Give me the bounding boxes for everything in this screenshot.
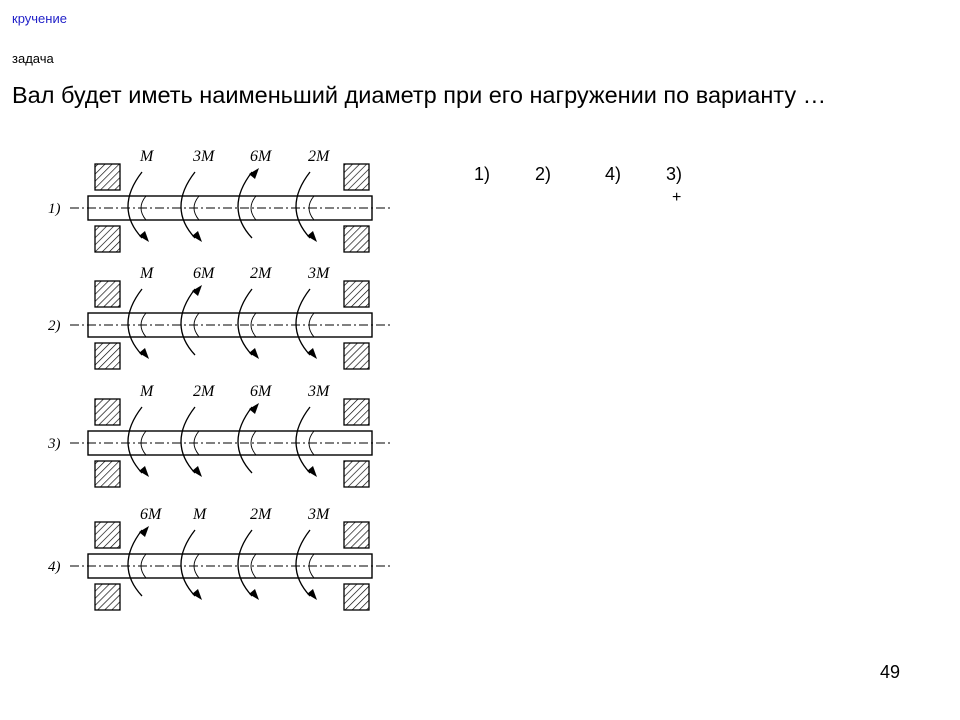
moment-arrowhead bbox=[139, 348, 149, 359]
moment-label: M bbox=[140, 383, 154, 400]
support-block bbox=[344, 343, 369, 369]
answer-option-1[interactable]: 1) bbox=[474, 164, 491, 184]
shaft-variant-3 bbox=[47, 383, 392, 487]
topic-title: кручение bbox=[12, 11, 67, 26]
moment-arrowhead bbox=[192, 589, 202, 600]
moment-label: 6M bbox=[193, 265, 215, 282]
moment-arrowhead bbox=[249, 403, 259, 414]
moment-arrowhead bbox=[249, 589, 259, 600]
moment-arrowhead bbox=[307, 348, 317, 359]
moment-label: 3M bbox=[193, 148, 215, 165]
support-block bbox=[95, 461, 120, 487]
moment-arrowhead bbox=[249, 348, 259, 359]
support-block bbox=[95, 522, 120, 548]
moment-arrowhead bbox=[192, 466, 202, 477]
moment-arrowhead bbox=[192, 231, 202, 242]
moment-label: M bbox=[140, 265, 154, 282]
moment-label: 6M bbox=[140, 506, 162, 523]
support-block bbox=[95, 399, 120, 425]
variant-label: 3) bbox=[48, 436, 61, 452]
answer-option-3[interactable]: 4) bbox=[605, 164, 622, 184]
moment-label: M bbox=[193, 506, 207, 523]
moment-label: 3M bbox=[308, 506, 330, 523]
moment-label: 2M bbox=[250, 506, 272, 523]
support-block bbox=[344, 226, 369, 252]
support-block bbox=[344, 461, 369, 487]
task-label: задача bbox=[12, 51, 54, 66]
variant-label: 1) bbox=[48, 201, 61, 217]
variant-label: 2) bbox=[48, 318, 61, 334]
moment-label: 3M bbox=[308, 265, 330, 282]
moment-label: 2M bbox=[250, 265, 272, 282]
answer-option-2[interactable]: 2) bbox=[535, 164, 552, 184]
support-block bbox=[95, 584, 120, 610]
answer-option-4[interactable]: 3) bbox=[666, 164, 683, 184]
moment-arrowhead bbox=[192, 285, 202, 296]
moment-arrowhead bbox=[139, 231, 149, 242]
moment-label: 6M bbox=[250, 383, 272, 400]
support-block bbox=[344, 522, 369, 548]
moment-label: M bbox=[140, 148, 154, 165]
page-number: 49 bbox=[880, 662, 901, 682]
support-block bbox=[95, 164, 120, 190]
support-block bbox=[95, 281, 120, 307]
support-block bbox=[344, 281, 369, 307]
support-block bbox=[344, 399, 369, 425]
moment-arrowhead bbox=[307, 231, 317, 242]
moment-label: 6M bbox=[250, 148, 272, 165]
support-block bbox=[95, 343, 120, 369]
moment-arrowhead bbox=[307, 589, 317, 600]
shaft-variant-2 bbox=[48, 265, 392, 369]
moment-arrowhead bbox=[249, 168, 259, 179]
shaft-variant-1 bbox=[48, 148, 392, 252]
moment-arrowhead bbox=[139, 466, 149, 477]
moment-arrowhead bbox=[139, 526, 149, 537]
correct-answer-mark: + bbox=[672, 189, 682, 206]
moment-label: 2M bbox=[308, 148, 330, 165]
moment-label: 3M bbox=[308, 383, 330, 400]
variant-label: 4) bbox=[48, 559, 61, 575]
question-text: Вал будет иметь наименьший диаметр при его нагружении по варианту … bbox=[12, 82, 827, 108]
shaft-variant-4 bbox=[48, 506, 392, 610]
support-block bbox=[95, 226, 120, 252]
moment-label: 2M bbox=[193, 383, 215, 400]
support-block bbox=[344, 584, 369, 610]
moment-arrowhead bbox=[307, 466, 317, 477]
support-block bbox=[344, 164, 369, 190]
